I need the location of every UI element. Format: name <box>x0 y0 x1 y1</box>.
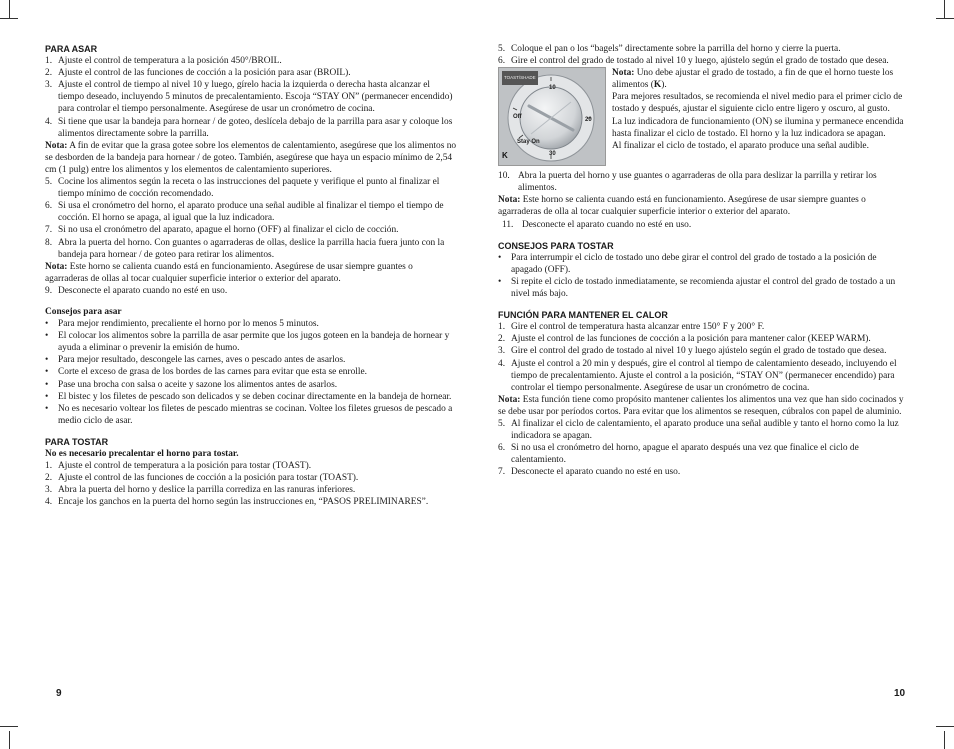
step-item <box>45 484 457 496</box>
bullet-icon: • <box>45 403 49 414</box>
step-text: Si no usa el cronómetro del horno, apague el aparato después una vez que finalice el ciclo de calentamiento. <box>511 443 859 466</box>
step-text: Ajuste el control de temperatura a la posición 450°/BROIL. <box>58 56 282 67</box>
section-heading: CONSEJOS PARA TOSTAR <box>498 240 614 251</box>
note-text-end: ). <box>661 80 667 91</box>
step-number: 3. <box>45 80 53 91</box>
dial-mark-off: Off <box>513 114 522 121</box>
list-item <box>45 330 457 354</box>
step-item <box>498 358 910 394</box>
step-text: Si no usa el cronómetro del aparato, apague el horno (OFF) al finalizar el ciclo de cocción. <box>58 225 399 236</box>
bullet-icon: • <box>45 367 49 378</box>
step-number: 8. <box>45 237 53 248</box>
step-text: Gire el control del grado de tostado al nivel 10 y luego, ajústelo según el grado de tostado que desea. <box>511 56 889 67</box>
list-item <box>45 318 457 330</box>
bullet-icon: • <box>498 252 502 263</box>
step-number: 7. <box>498 467 506 478</box>
step-text: Al finalizar el ciclo de tostado, el aparato produce una señal audible. <box>612 140 869 151</box>
step-text: Ajuste el control a 20 min y después, gire el control al tiempo de calentamiento deseado, incluyendo el tiempo de precalentamiento. Ajuste el control a la posición, “STAY ON” (permanecer encendido) para controlar el tiempo personalmente. Asegúrese de usar un cronómetro de cocina. <box>511 358 897 393</box>
section-heading: Consejos para asar <box>45 306 122 317</box>
dial-mark-stay-on: Stay On <box>517 139 540 146</box>
step-item <box>498 55 910 67</box>
step-item <box>498 418 910 442</box>
list-item <box>45 354 457 366</box>
bullet-icon: • <box>45 379 49 390</box>
section-heading: PARA TOSTAR <box>45 436 109 447</box>
list-item-text: No es necesario voltear los filetes de pescado mientras se cocinan. Voltee los filetes gruesos de pescado a medio ciclo de asar. <box>58 403 453 426</box>
note-label: Nota: <box>498 195 521 206</box>
toast-steps-continued <box>498 43 910 67</box>
toast-note-2 <box>498 194 910 218</box>
step-number: 5. <box>498 418 506 429</box>
figure-reference: K <box>653 80 662 91</box>
step-text: Abra la puerta del horno y use guantes o agarraderas de olla para deslizar la parrilla y retirar los alimentos. <box>518 171 877 194</box>
toast-steps-continued-3 <box>498 170 910 194</box>
step-number: 5. <box>45 177 53 188</box>
step-item <box>45 472 457 484</box>
right-page <box>477 0 954 749</box>
toast-figure-block <box>498 67 910 168</box>
toast-shade-badge: TOAST/SHADE <box>502 71 538 85</box>
step-text: Ajuste el control de las funciones de cocción a la posición para tostar (TOAST). <box>58 473 359 484</box>
step-number: 3. <box>498 346 506 357</box>
broil-note <box>45 140 457 176</box>
step-item <box>498 170 910 194</box>
list-item <box>498 276 910 300</box>
page-number: 9 <box>56 688 62 699</box>
step-item <box>498 466 910 478</box>
step-text: Ajuste el control de temperatura a la posición para tostar (TOAST). <box>58 461 312 472</box>
step-item <box>45 176 457 200</box>
step-text: Abra la puerta del horno. Con guantes o agarraderas de ollas, deslice la parrilla hacia fuera junto con la bandeja para hornear / de goteo para retirar los alimentos. <box>58 237 445 260</box>
bullet-icon: • <box>45 331 49 342</box>
step-item <box>45 496 457 508</box>
broil-tips-list <box>45 318 457 427</box>
step-item <box>498 43 910 55</box>
dial-mark-10: 10 <box>549 85 556 92</box>
broil-steps-2 <box>45 176 457 261</box>
toast-tips-list <box>498 252 910 300</box>
section-subheading: No es necesario precalentar el horno para tostar. <box>45 449 239 459</box>
toast-steps-continued-4 <box>498 219 910 231</box>
step-item <box>45 116 457 140</box>
dial-mark-20: 20 <box>585 117 592 124</box>
step-text: Gire el control de temperatura hasta alcanzar entre 150° F y 200° F. <box>511 322 765 333</box>
keep-warm-note <box>498 394 910 418</box>
bullet-icon: • <box>45 391 49 402</box>
step-text: Desconecte el aparato cuando no esté en uso. <box>522 219 692 230</box>
step-item <box>502 219 910 231</box>
right-column <box>498 43 910 478</box>
step-item <box>498 321 910 333</box>
keep-warm-steps-2 <box>498 418 910 478</box>
note-label: Nota: <box>498 394 521 405</box>
list-item-text: Para interrumpir el ciclo de tostado uno debe girar el control del grado de tostado a la posición de apagado (OFF). <box>511 252 877 275</box>
list-item-text: Para mejor rendimiento, precaliente el horno por lo menos 5 minutos. <box>58 319 319 330</box>
note-label: Nota: <box>612 68 635 79</box>
step-item <box>45 67 457 79</box>
step-number: 6. <box>498 56 506 67</box>
step-text: Al finalizar el ciclo de calentamiento, el aparato produce una señal audible y tanto el horno como la luz indicadora se apagan. <box>511 418 899 442</box>
step-text: Si tiene que usar la bandeja para hornear / de goteo, deslícela debajo de la parrilla para asar y coloque los alimentos directamente sobre la parrilla. <box>58 116 453 139</box>
step-number: 1. <box>45 56 53 67</box>
list-item <box>498 252 910 276</box>
note-text: A fin de evitar que la grasa gotee sobre los elementos de calentamiento, asegúrese que los alimentos no se desborden de la bandeja para hornear / de goteo. También, asegúrese que haya un espacio mínimo de 2,54 cm (1 pulg) entre los alimentos y los elementos de calentamiento superiores. <box>45 140 457 175</box>
step-number: 9. <box>45 285 53 296</box>
toast-steps <box>45 460 457 508</box>
bullet-icon: • <box>498 276 502 287</box>
step-number: 11. <box>502 219 514 230</box>
step-text: Abra la puerta del horno y deslice la parrilla corrediza en las ranuras inferiores. <box>58 485 356 496</box>
list-item-text: Si repite el ciclo de tostado inmediatamente, se recomienda ajustar el control del grado de tostado a un nivel más bajo. <box>511 276 896 300</box>
step-text: Gire el control del grado de tostado al nivel 10 y luego ajústelo según el grado de tostado que desea. <box>511 346 887 357</box>
step-text: Ajuste el control de las funciones de cocción a la posición para mantener calor (KEEP WARM). <box>511 334 871 345</box>
step-item <box>498 333 910 345</box>
step-text: Para mejores resultados, se recomienda el nivel medio para el primer ciclo de tostado y después, ajustar el siguiente ciclo entre ligero y oscuro, al gusto. <box>612 92 903 115</box>
note-text: Este horno se calienta cuando está en funcionamiento. Asegúrese de usar siempre guantes o agarraderas de olla al tocar cualquier superficie interior o exterior del aparato. <box>498 195 866 218</box>
step-item <box>45 79 457 115</box>
note-label: Nota: <box>45 261 68 272</box>
step-item <box>45 55 457 67</box>
note-text: Uno debe ajustar el grado de tostado, a fin de que el horno tueste los alimentos ( <box>612 68 894 91</box>
page-number: 10 <box>894 688 906 699</box>
list-item <box>45 379 457 391</box>
list-item-text: El bistec y los filetes de pescado son delicados y se deben cocinar directamente en la bandeja de hornear. <box>58 391 452 402</box>
step-item <box>45 285 457 297</box>
list-item <box>45 366 457 378</box>
figure-letter: K <box>502 151 508 161</box>
step-text: Ajuste el control de tiempo al nivel 10 y luego, gírelo hacia la izquierda o derecha hasta alcanzar el tiempo deseado, incluyendo 5 minutos de precalentamiento. Escoja “STAY ON” (permanecer encendido) para controlar el tiempo personalmente. Asegúrese de usar un cronómetro de cocina. <box>58 80 453 115</box>
keep-warm-steps <box>498 321 910 394</box>
section-heading: PARA ASAR <box>45 44 98 54</box>
step-item <box>498 442 910 466</box>
step-number: 2. <box>498 334 506 345</box>
note-label: Nota: <box>45 140 68 151</box>
step-number: 6. <box>498 443 506 454</box>
list-item-text: Para mejor resultado, descongele las carnes, aves o pescado antes de asarlos. <box>58 355 346 366</box>
step-number: 4. <box>45 116 53 127</box>
step-text: Desconecte el aparato cuando no esté en uso. <box>58 285 228 296</box>
bullet-icon: • <box>45 355 49 366</box>
toast-shade-dial-illustration <box>498 67 606 166</box>
broil-steps <box>45 55 457 140</box>
list-item <box>45 391 457 403</box>
step-number: 10. <box>498 171 510 182</box>
list-item-text: Pase una brocha con salsa o aceite y sazone los alimentos antes de asarlos. <box>58 379 338 390</box>
step-number: 1. <box>498 322 506 333</box>
step-item <box>45 200 457 224</box>
note-text: Esta función tiene como propósito mantener calientes los alimentos una vez que han sido cocinados y se debe usar por períodos cortos. Para evitar que los alimentos se resequen, cúbralos con papel de aluminio. <box>498 394 904 417</box>
step-text: Encaje los ganchos en la puerta del horno según las instrucciones en, “PASOS PRELIMINARES”. <box>58 497 429 508</box>
step-number: 2. <box>45 68 53 79</box>
bullet-icon: • <box>45 319 49 330</box>
step-number: 3. <box>45 485 53 496</box>
list-item-text: El colocar los alimentos sobre la parrilla de asar permite que los jugos goteen en la bandeja de hornear y ayuda a eliminar o prevenir la emisión de humo. <box>58 331 450 354</box>
broil-steps-3 <box>45 285 457 297</box>
step-number: 1. <box>45 461 53 472</box>
dial-mark-30: 30 <box>549 151 556 158</box>
note-text: Este horno se calienta cuando está en funcionamiento. Asegúrese de usar siempre guantes o agarraderas de ollas al tocar cualquier superficie interior o exterior del aparato. <box>45 261 413 284</box>
step-number: 2. <box>45 473 53 484</box>
step-text: Ajuste el control de las funciones de cocción a la posición para asar (BROIL). <box>58 68 351 79</box>
left-column <box>45 43 457 508</box>
step-text: La luz indicadora de funcionamiento (ON) se ilumina y permanece encendida hasta finalizar el ciclo de tostado. El horno y la luz indicadora se apagan. <box>612 116 904 139</box>
step-number: 4. <box>45 497 53 508</box>
step-item <box>498 345 910 357</box>
broil-note-2 <box>45 261 457 285</box>
step-number: 6. <box>45 201 53 212</box>
step-item <box>45 460 457 472</box>
step-item <box>45 224 457 236</box>
step-text: Si usa el cronómetro del horno, el aparato produce una señal audible al finalizar el tiempo el tiempo de cocción. El horno se apaga, al igual que la luz indicadora. <box>58 201 444 224</box>
step-item <box>45 237 457 261</box>
step-number: 7. <box>45 225 53 236</box>
section-heading: FUNCIÓN PARA MANTENER EL CALOR <box>498 310 668 321</box>
step-number: 5. <box>498 44 506 54</box>
step-text: Cocine los alimentos según la receta o las instrucciones del paquete y verifique el punto al finalizar el tiempo mínimo de cocción recomendado. <box>58 177 440 200</box>
step-text: Desconecte el aparato cuando no esté en uso. <box>511 467 681 478</box>
step-text: Coloque el pan o los “bagels” directamente sobre la parrilla del horno y cierre la puerta. <box>511 44 841 54</box>
list-item-text: Corte el exceso de grasa de los bordes de las carnes para evitar que esta se enrolle. <box>58 367 367 378</box>
step-number: 4. <box>498 358 506 369</box>
list-item <box>45 403 457 427</box>
